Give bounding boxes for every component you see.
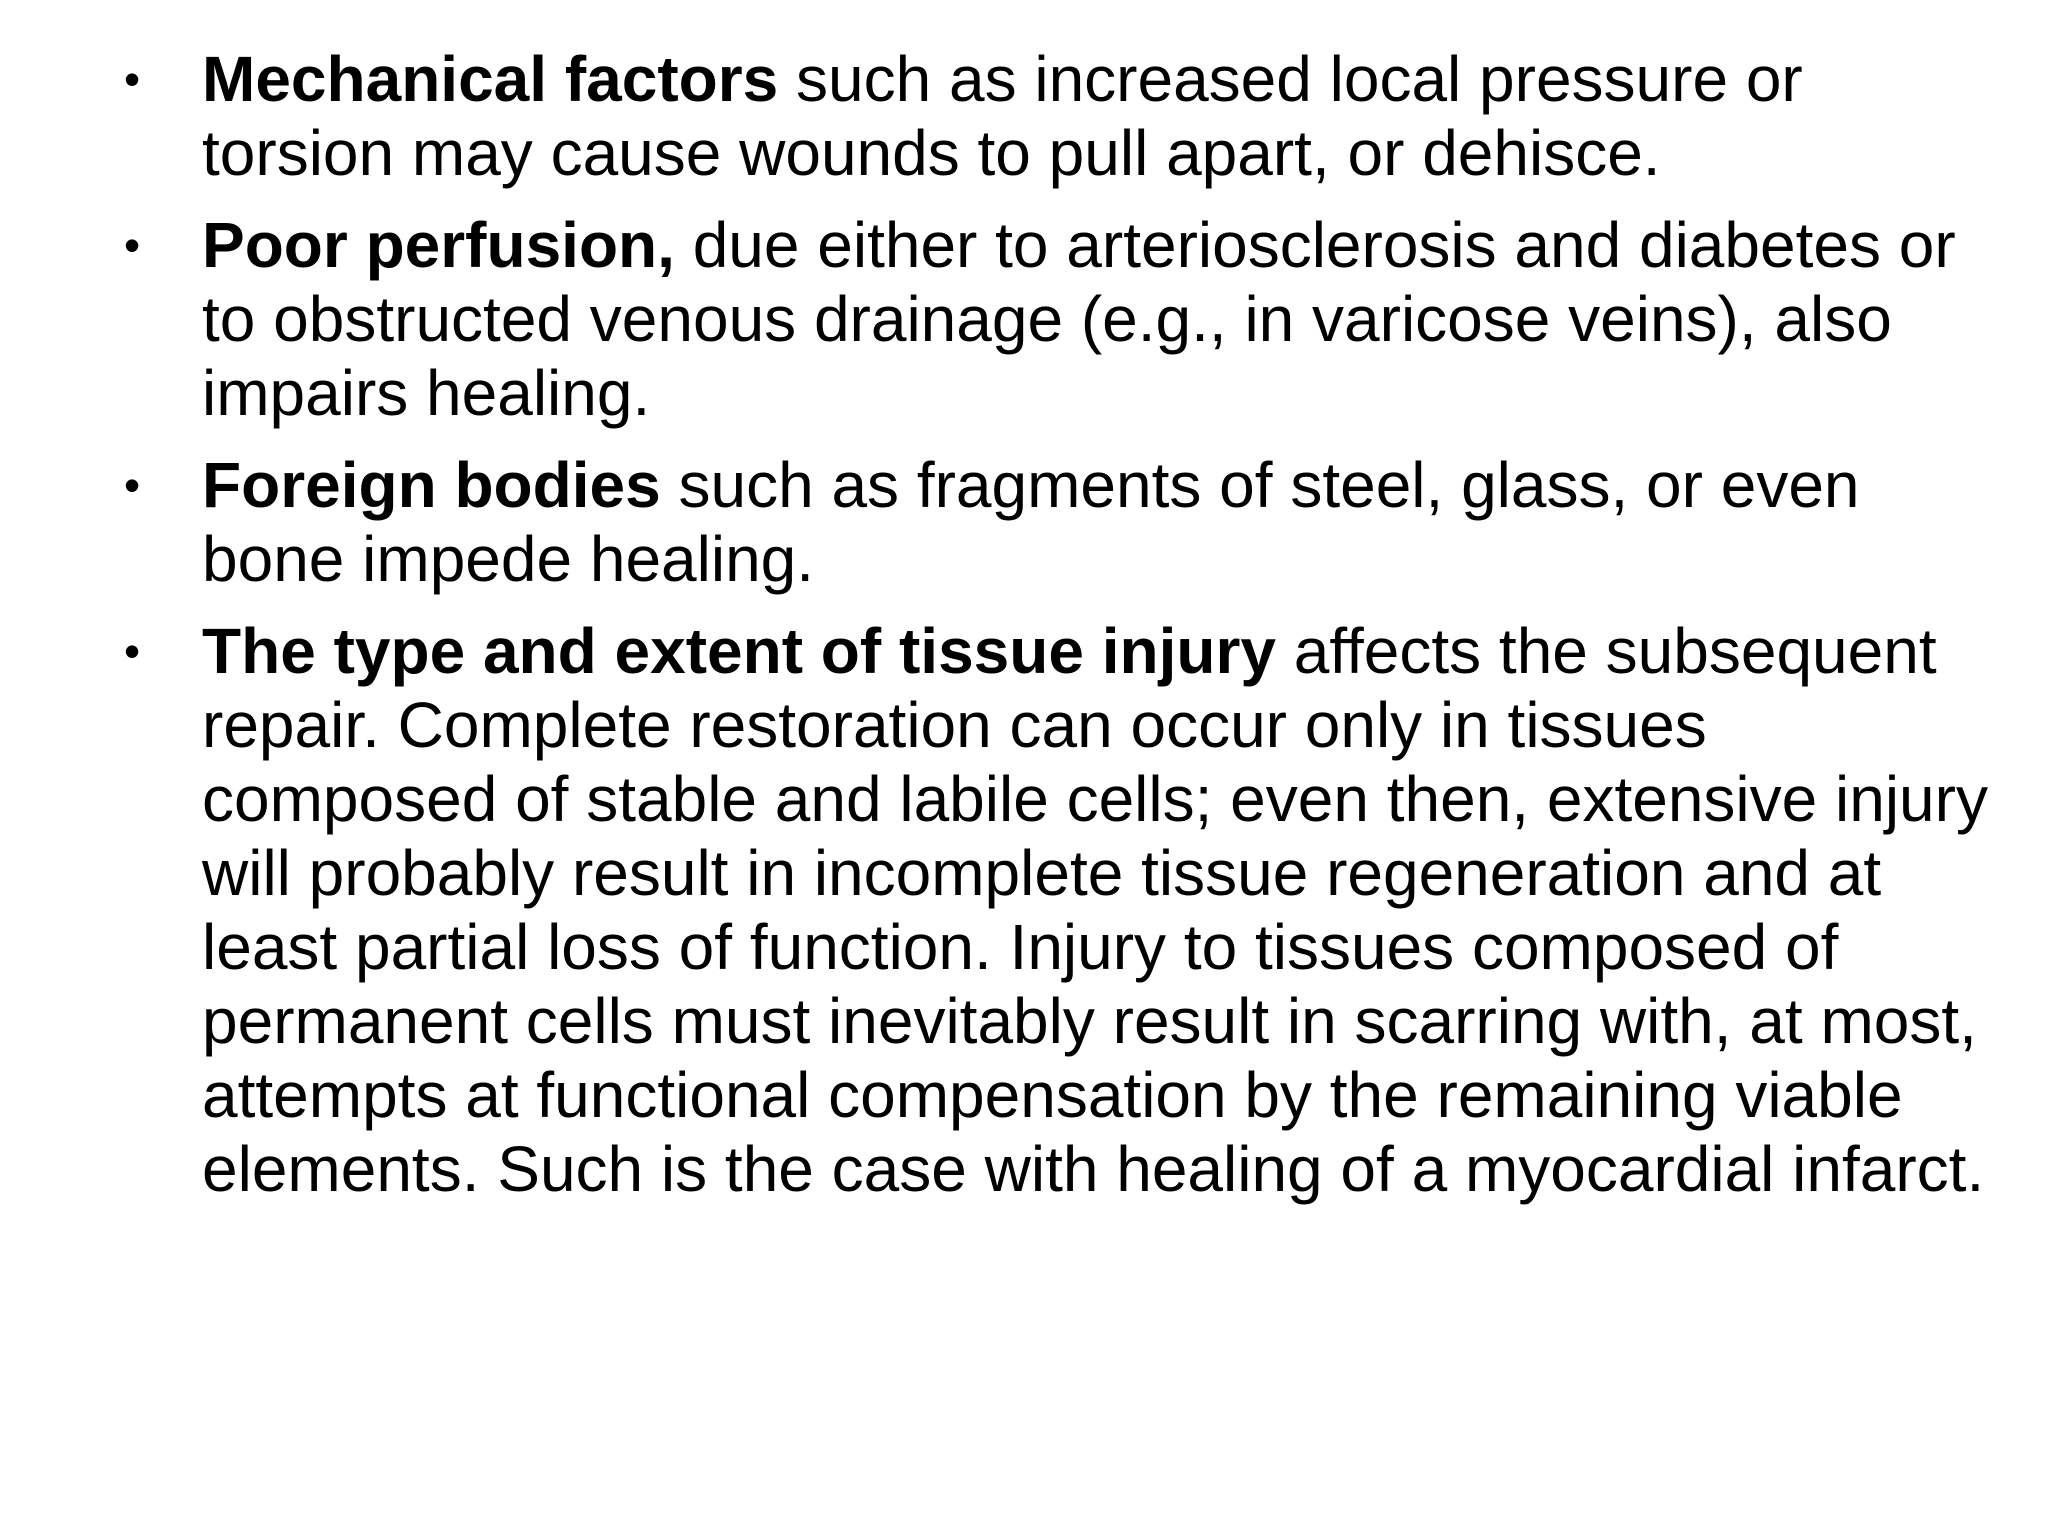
bullet-mechanical-factors [118,42,1998,190]
bullet-term: The type and extent of tissue injury [202,615,1276,687]
bullet-text [202,448,1998,596]
bullet-text [202,208,1998,430]
bullet-list [118,42,1998,1224]
bullet-term: Mechanical factors [202,43,779,115]
bullet-body: such as increased local pressure or torsion may cause wounds to pull apart, or dehisce. [202,43,1803,189]
bullet-text [202,42,1998,190]
bullet-body: due either to arteriosclerosis and diabetes or to obstructed venous drainage (e.g., in varicose veins), also impairs healing. [202,209,1956,429]
bullet-dot-icon: • [124,53,141,105]
bullet-body: affects the subsequent repair. Complete restoration can occur only in tissues composed of stable and labile cells; even then, extensive injury will probably result in incomplete tissue regeneration and at least partial loss of function. Injury to tissues composed of permanent cells must inevitably result in scarring with, at most, attempts at functional compensation by the remaining viable elements. Such is the case with healing of a myocardial infarct. [202,615,1988,1205]
bullet-foreign-bodies [118,448,1998,596]
bullet-poor-perfusion [118,208,1998,430]
bullet-dot-icon: • [124,459,141,511]
bullet-dot-icon: • [124,219,141,271]
bullet-dot-icon: • [124,625,141,677]
bullet-term: Foreign bodies [202,449,661,521]
bullet-text [202,614,1998,1206]
bullet-tissue-injury [118,614,1998,1206]
bullet-body: such as fragments of steel, glass, or even bone impede healing. [202,449,1860,595]
bullet-term: Poor perfusion, [202,209,675,281]
